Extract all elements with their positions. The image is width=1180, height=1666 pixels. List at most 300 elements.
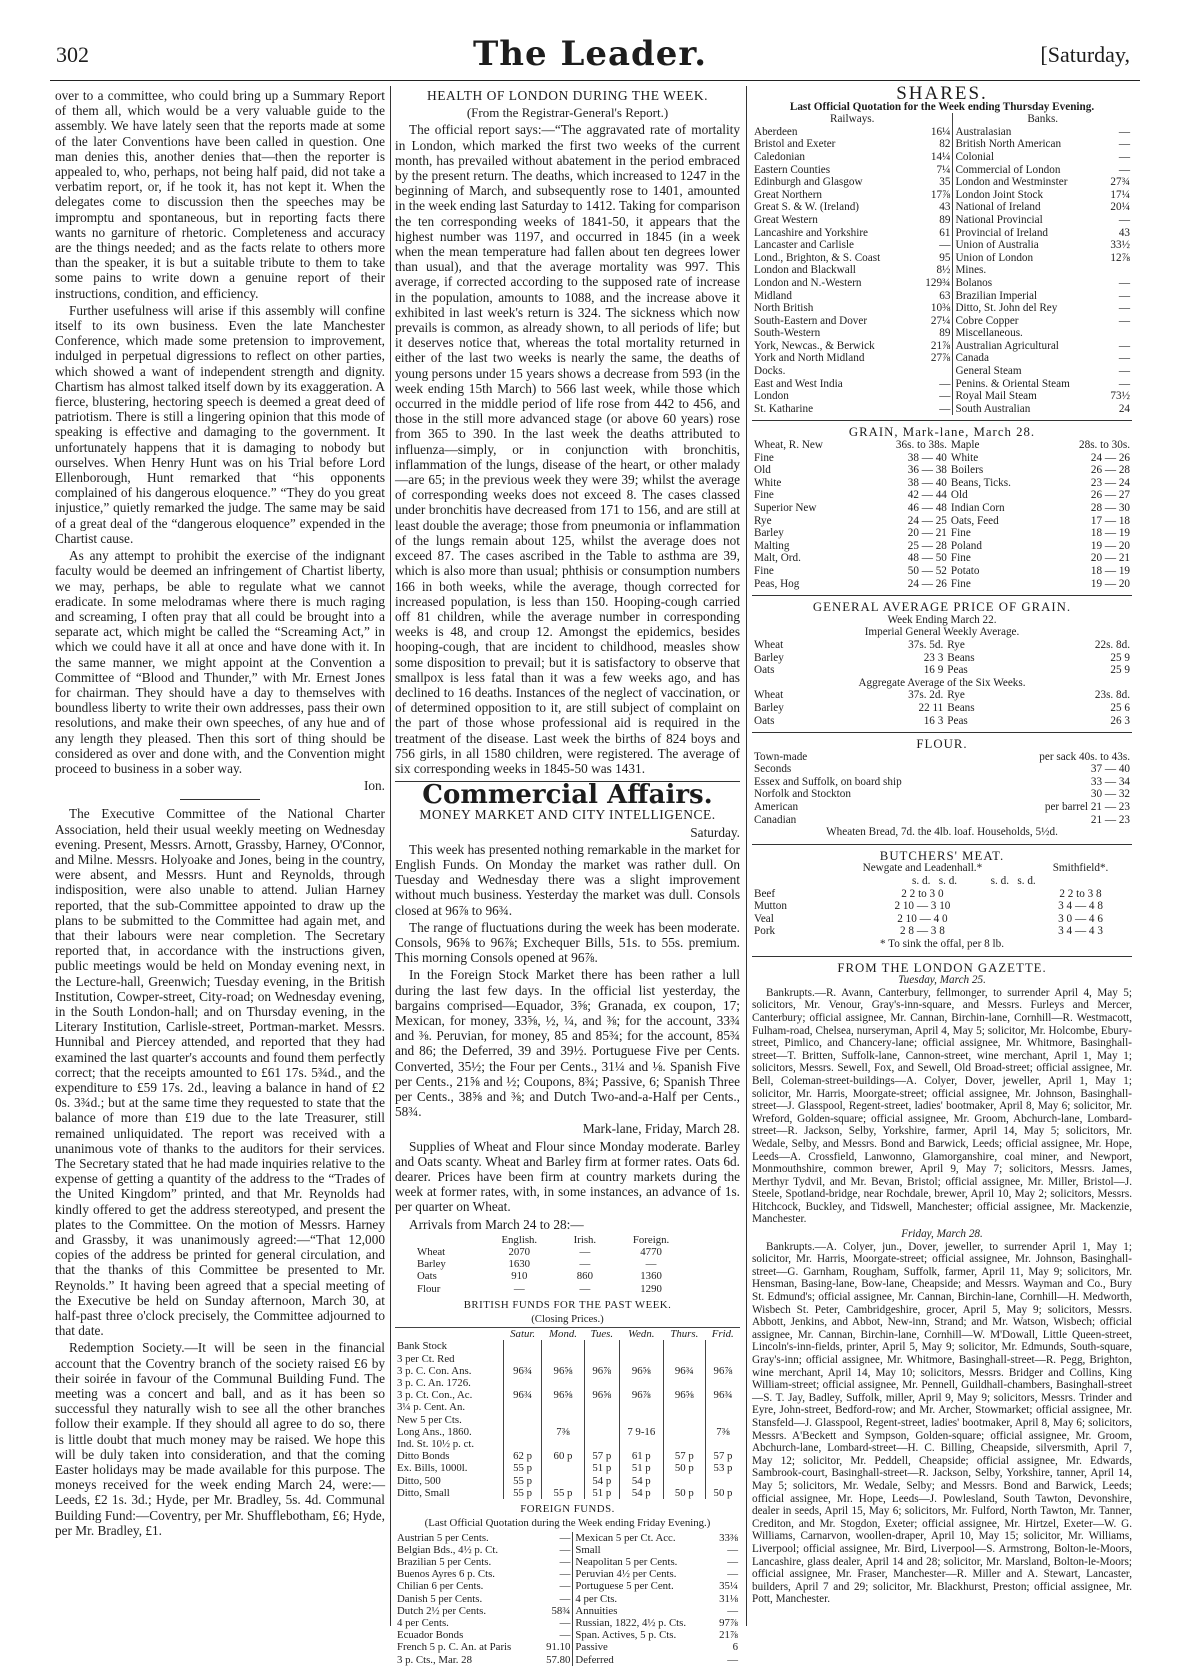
table-cell: [584, 1401, 619, 1413]
table-cell: York, Newcas., & Berwick: [754, 339, 875, 352]
table-row: [752, 315, 1132, 328]
table-cell: Rye: [947, 689, 965, 702]
table-cell: Fine: [950, 527, 971, 540]
money-title: MONEY MARKET AND CITY INTELLIGENCE.: [419, 807, 716, 823]
table-cell: 61: [939, 226, 951, 239]
table-cell: 96⅝: [663, 1389, 705, 1401]
table-cell: —: [939, 402, 951, 415]
table-cell: —: [1118, 276, 1130, 289]
table-row: [752, 227, 1132, 240]
table-cell: National of Ireland: [953, 201, 1102, 214]
paragraph: Supplies of Wheat and Flour since Monday moderate. Barley and Oats scanty. Wheat and Barley firm at former rates. Oats 6d. dearer. Prices have been firm at country markets during the week at former rates, with, in some instances, an advance of 1s. per quarter on Wheat.: [395, 1138, 740, 1215]
table-cell: 54 p: [619, 1487, 663, 1499]
table-cell: Great S. & W. (Ireland): [754, 201, 860, 214]
table-cell: 129¾: [925, 276, 951, 289]
table-cell: —: [513, 1282, 525, 1295]
table-cell: 96¾: [503, 1365, 541, 1377]
table-cell: [542, 1438, 584, 1450]
table-cell: 860: [576, 1270, 593, 1283]
table-cell: London and N.-Western: [754, 276, 862, 289]
flour-title: FLOUR.: [916, 737, 968, 752]
table-cell: Norfolk and Stockton: [754, 788, 851, 801]
table-cell: 91.10: [546, 1641, 571, 1654]
meat-head-smithfield: Smithfield*.: [1052, 862, 1109, 875]
table-row: [752, 252, 1132, 265]
table-cell: Superior New: [754, 502, 817, 514]
table-cell: 50 p: [663, 1487, 705, 1499]
table-cell: 24 — 26: [907, 577, 947, 590]
table-cell: [1102, 264, 1132, 277]
table-cell: York and North Midland: [754, 352, 865, 365]
gazette-tuesday-text: Bankrupts.—R. Avann, Canterbury, fellmonger, to surrender April 4, May 5; solicitors, Mr. Venour, Gray's-inn-square, and Messrs. Furleys and Mercer, Canterbury; official assignee, Mr. Cannan, Birchin-lane, Cornhill—R. Westmacott, Fulham-road, Chelsea, nurseryman, April 4, May 5; solicitor, Mr. Holcombe, Ebury-street, Pimlico, and Chancery-lane; official assignee, Mr. Whitmore, Basinghall-street—T. Britten, Suffolk-lane, Cannon-street, wine merchant, April 1, May 1; solicitors, Messrs. Sewell, Fox, and Sewell, Old Broad-street; official assignee, Mr. Bell, Coleman-street-buildings—A. Colyer, Dover, jeweller, April 1, May 1; solicitor, Mr. Harris, Moorgate-street; official assignee, Mr. Johnson, Basinghall-street—J. Glasspool, Regent-street, ladies' bootmaker, April 8, May 6; solicitor, Mr. Wreford, Golden-square; official assignee, Mr. Groom, Abchurch-lane, Lombard-street—R. Jackson, Selby, Yorkshire, farmer, April 14, May 5; solicitors, Mr. Wedale, Selby, and Messrs. Bond and Barwick, Leeds; official assignee, Mr. Hope, Leeds—A. Crossfield, Lanwonno, Glamorganshire, coal miner, and Newport, Monmouthshire, common brewer, April 9, May 7; solicitors, Messrs. James, Merthyr Tydvil, and Mr. Bevan, Bristol; official assignee, Mr. Miller, Bristol—J. Steele, Spotland-bridge, near Rochdale, brewer, April 10, May 2; solicitors, Messrs. Hitchcock, Buckley, and Tidswell, Manchester; official assignee, Mr. Mackenzie, Manchester.: [752, 986, 1132, 1226]
table-cell: [503, 1353, 541, 1365]
table-cell: Malt, Ord.: [754, 552, 801, 565]
table-cell: [619, 1353, 663, 1365]
divider: [752, 732, 1132, 733]
table-row: [752, 403, 1132, 416]
table-cell: 19 — 20: [1090, 539, 1130, 552]
table-cell: [584, 1438, 619, 1450]
meat-head-newgate: Newgate and Leadenhall.*: [862, 862, 983, 875]
gazette-friday-text: Bankrupts.—A. Colyer, jun., Dover, jeweller, to surrender April 1, May 1; solicitor, Mr. Harris, Moorgate-street; official assignee, Mr. Johnson, Basinghall-street—G. Garnham, Rougham, Suffolk, farmer, April 11, May 9; solicitors, Mr. Hensman, Basing-lane, Bow-lane, Cheapside; and Messrs. Wayman and Co., Bury St. Edmund's; official assignee, Mr. Cannan, Birchin-lane, Cornhill—H. Medworth, Wisbech St. Peter, Cambridgeshire, grocer, April 5, May 9; solicitors, Messrs. Abbott, Jenkins, and Abbot, New-inn, Strand; and Mr. Watson, Wisbech; official assignee, Mr. Cannan, Birchin-lane, Cornhill—W. M'Dowall, Little Queen-street, Lincoln's-inn-fields, printer, April 5, May 9; solicitor, Mr. Edmunds, South-square, Gray's-inn; official assignee, Mr. Whitmore, Basinghall-street—R. Pegg, Brighton, wine merchant, April 14, May 10; solicitors, Messrs. Bridger and Collins, King William-street; official assignee, Mr. Pennell, Guildhall-chambers, Basinghall-street—S. T. Jay, Badley, Suffolk, miller, April 9, May 9; solicitors, Messrs. Trinder and Eyre, John-street, Bedford-row; and Mr. Archer, Stowmarket; official assignee, Mr. Stansfeld—J. Glasspool, Regent-street, ladies' bootmaker, April 8, May 6; solicitors, Messrs. A'Beckett and Sympson, Golden-square; official assignee, Mr. Groom, Abchurch-lane, Lombard-street—H. C. Billing, Cheapside, silversmith, April 7, May 12; solicitor, Mr. Peddell, Cheapside; official assignee, Mr. Edwards, Sambrook-court, Basinghall-street—R. Jackson, Selby, Yorkshire, tanner, April 14, May 5; solicitors, Mr. Wedale, Selby; and Messrs. Bond and Barwick, Leeds; official assignee, Mr. Hope, Leeds—J. Powlesland, South Tawton, Devonshire, dealer in seeds, April 15, May 6; solicitors, Mr. Fulford, North Tawton, Mr. Tanner, Crediton, and Mr. Stogdon, Exeter; official assignee, Mr. Hirtzel, Exeter—W. G. Williams, Carnarvon, woollen-draper, April 10, May 15; solicitor, Mr. Williams, Liverpool; official assignee, Mr. Bird, Liverpool—S. Armstrong, Bolton-le-Moors, Lancashire, glass dealer, April 14 and 28; solicitor, Mr. Marsland, Bolton-le-Moors; official assignee, Mr. Fraser, Manchester—R. Miller and A. Stewart, Lancaster, builders, April 7 and 29; solicitor, Mr. Blackhurst, Preston; official assignee, Mr. Pott, Manchester.: [752, 1240, 1132, 1606]
table-cell: [706, 1401, 740, 1413]
table-cell: [584, 1353, 619, 1365]
table-cell: Ecuador Bonds: [397, 1629, 464, 1642]
table-cell: 17 — 18: [1090, 514, 1130, 527]
table-cell: Commercial of London: [953, 164, 1102, 177]
table-cell: Oats: [417, 1270, 437, 1283]
table-cell: [542, 1401, 584, 1413]
table-cell: [706, 1475, 740, 1487]
table-cell: Flour: [417, 1282, 441, 1295]
table-cell: Oats: [754, 714, 775, 727]
foreign-funds-sub: (Last Official Quotation during the Week ending Friday Evening.): [424, 1517, 711, 1530]
table-cell: Miscellaneous.: [953, 327, 1102, 340]
table-cell: Caledonian: [754, 150, 805, 163]
column-1: [55, 88, 385, 1623]
table-cell: 3 p. Cts., Mar. 28: [397, 1653, 472, 1666]
table-cell: [542, 1462, 584, 1474]
table-cell: Colonial: [953, 151, 1102, 164]
table-row: [395, 1556, 740, 1568]
health-subtitle: (From the Registrar-General's Report.): [466, 105, 669, 121]
table-cell: 51 p: [619, 1462, 663, 1474]
table-cell: 57 p: [706, 1450, 740, 1462]
table-cell: 17⅞: [930, 188, 951, 201]
flour-table: [752, 751, 1132, 827]
table-cell: [663, 1340, 705, 1352]
table-row: [752, 565, 1132, 578]
table-cell: 12⅞: [1110, 251, 1130, 264]
table-cell: 31⅛: [719, 1592, 738, 1605]
table-row: [395, 1593, 740, 1605]
table-cell: 27¾: [1110, 176, 1130, 189]
table-row: [752, 138, 1132, 151]
table-cell: 57.80: [546, 1653, 571, 1666]
table-cell: Malting: [754, 539, 790, 552]
column-header: English.: [501, 1233, 538, 1246]
table-cell: [619, 1438, 663, 1450]
commercial-heading: Commercial Affairs.: [422, 780, 713, 811]
table-cell: Royal Mail Steam: [953, 390, 1102, 403]
table-cell: 38 — 40: [907, 476, 947, 489]
flour-note: Wheaten Bread, 7d. the 4lb. loaf. Households, 5½d.: [826, 826, 1058, 839]
table-row: [752, 352, 1132, 365]
table-cell: Penins. & Oriental Steam: [953, 378, 1102, 391]
signature: Ion.: [363, 778, 385, 794]
table-cell: 46 — 48: [907, 502, 947, 514]
table-cell: South-Eastern and Dover: [754, 314, 868, 327]
table-row: [395, 1617, 740, 1629]
table-cell: —: [1118, 314, 1130, 327]
table-cell: [663, 1377, 705, 1389]
column-header: Wedn.: [619, 1328, 663, 1341]
table-cell: 1290: [640, 1282, 662, 1295]
table-cell: 14¼: [930, 150, 951, 163]
table-row: [752, 776, 1132, 789]
table-row: [752, 126, 1132, 139]
table-cell: Seconds: [754, 763, 792, 776]
table-cell: 58¾: [551, 1604, 571, 1617]
table-cell: [503, 1426, 541, 1438]
table-cell: 26 — 27: [1090, 489, 1130, 502]
table-cell: Provincial of Ireland: [953, 227, 1102, 240]
table-cell: —: [1118, 289, 1130, 302]
table-cell: 43: [939, 201, 951, 214]
table-cell: 42 — 44: [907, 489, 947, 502]
table-cell: 61 p: [619, 1450, 663, 1462]
table-cell: Annuities: [573, 1605, 712, 1617]
table-cell: New 5 per Cts.: [397, 1413, 462, 1426]
table-cell: 28s. to 30s.: [1079, 439, 1130, 452]
table-row: [752, 302, 1132, 315]
table-cell: Oats: [754, 664, 775, 677]
table-cell: Canadian: [754, 813, 797, 826]
table-cell: Fine: [754, 451, 774, 464]
table-cell: Lancashire and Yorkshire: [754, 226, 869, 239]
table-row: [752, 290, 1132, 303]
table-cell: [584, 1377, 619, 1389]
table-cell: 96⅝: [619, 1365, 663, 1377]
table-cell: 2070: [508, 1246, 531, 1259]
table-cell: —: [645, 1258, 657, 1271]
table-cell: 33½: [1110, 239, 1130, 252]
table-cell: Lancaster and Carlisle: [754, 239, 855, 252]
table-cell: —: [559, 1543, 571, 1556]
table-cell: 96⅝: [542, 1389, 584, 1401]
table-cell: [542, 1340, 584, 1352]
table-cell: 23 3: [923, 651, 944, 664]
table-cell: 4 per Cents.: [397, 1616, 449, 1629]
table-cell: 27⅞: [930, 352, 951, 365]
table-cell: 16 3: [923, 714, 944, 727]
table-cell: Pork: [754, 925, 776, 938]
table-cell: 2 8 — 3 8: [900, 925, 945, 938]
table-row: [752, 702, 1132, 715]
table-cell: White: [754, 476, 782, 489]
meat-table: [752, 862, 1132, 938]
column-rule-1: [390, 86, 391, 1626]
table-cell: 25 — 28: [907, 539, 947, 552]
page-number: 302: [56, 42, 89, 67]
table-cell: Town-made: [754, 750, 808, 763]
table-cell: 24 — 26: [1090, 451, 1130, 464]
table-row: [395, 1365, 740, 1377]
table-cell: Rye: [754, 514, 772, 527]
table-row: [752, 164, 1132, 177]
table-cell: 25 6: [1110, 701, 1130, 714]
table-cell: 62 p: [503, 1450, 541, 1462]
table-cell: Midland: [754, 289, 792, 302]
column-header: Irish.: [573, 1233, 597, 1246]
table-cell: 3 4 — 4 3: [1058, 925, 1103, 938]
table-cell: 37 — 40: [1090, 763, 1130, 776]
grain-table: [752, 439, 1132, 590]
table-cell: South Australian: [953, 403, 1102, 416]
table-cell: Fine: [950, 552, 971, 565]
table-cell: London and Blackwall: [754, 264, 856, 277]
table-cell: [663, 1401, 705, 1413]
table-cell: 96⅝: [584, 1389, 619, 1401]
table-row: [395, 1487, 740, 1499]
table-cell: 50 p: [663, 1462, 705, 1474]
table-cell: 57 p: [584, 1450, 619, 1462]
table-cell: 6: [732, 1641, 738, 1654]
divider: [752, 844, 1132, 845]
table-cell: 35¼: [719, 1580, 738, 1593]
table-row: [752, 264, 1132, 277]
table-cell: per sack 40s. to 43s.: [1039, 750, 1130, 763]
table-header-row: [395, 1328, 740, 1341]
table-row: [752, 788, 1132, 801]
table-cell: Mines.: [953, 264, 1102, 277]
table-cell: 7⅜: [542, 1426, 584, 1438]
table-cell: Chilian 6 per Cents.: [397, 1580, 484, 1593]
table-cell: 37s. 5d.: [908, 638, 944, 651]
table-cell: 73½: [1110, 390, 1130, 403]
table-cell: 63: [939, 289, 951, 302]
table-cell: 910: [511, 1270, 528, 1283]
table-cell: 48 — 50: [907, 552, 947, 565]
table-cell: 96¾: [706, 1389, 740, 1401]
paragraph: In the Foreign Stock Market there has been rather a lull during the last few days. In the official list yesterday, the bargains comprised—Equador, 3⅝; Granada, ex coupon, 17; Mexican, for money, 33⅝, ½, ¼, and ⅜; for the account, 33¾ and ⅜. Peruvian, for money, 85 and 85¾; for the account, 85¾ and 86; the Deferred, 39 and 39½. Portuguese Five per Cents. Converted, 35½; the Four per Cents., 31¼ and ⅛. Spanish Five per Cents., 21⅝ and ½; Coupons, 8¾; Passive, 6; Spanish Three per Cents., 38⅝ and ⅜; and Dutch Two-and-a-Half per Cents., 58¾.: [395, 967, 740, 1120]
shares-subtitle: Last Official Quotation for the Week ending Thursday Evening.: [789, 100, 1095, 113]
table-row: [752, 900, 1132, 913]
table-cell: 21 — 23: [1090, 813, 1130, 826]
table-cell: —: [727, 1653, 738, 1666]
table-cell: —: [1118, 352, 1130, 365]
column-3: [752, 83, 1132, 1623]
table-cell: 89: [939, 213, 951, 226]
table-cell: [663, 1438, 705, 1450]
table-cell: Beans: [947, 701, 975, 714]
table-row: [752, 664, 1132, 677]
table-cell: 24: [1118, 402, 1130, 415]
shares-title: SHARES.: [896, 83, 988, 104]
table-cell: 3 4 — 4 8: [1058, 900, 1103, 913]
table-row: [395, 1605, 740, 1617]
table-cell: Wheat: [754, 689, 784, 702]
table-cell: 95: [939, 251, 951, 264]
column-header: Tues.: [584, 1328, 619, 1341]
table-cell: —: [1118, 302, 1130, 315]
table-cell: Long Ans., 1860.: [397, 1425, 472, 1438]
table-cell: [706, 1438, 740, 1450]
foreign-funds-table: [395, 1532, 740, 1666]
column-header: Satur.: [503, 1328, 541, 1341]
table-cell: 26 3: [1110, 714, 1130, 727]
table-cell: —: [939, 239, 951, 252]
table-cell: [542, 1414, 584, 1426]
table-cell: 17¼: [1110, 188, 1130, 201]
table-row: [752, 639, 1132, 652]
british-funds-title: BRITISH FUNDS FOR THE PAST WEEK.: [463, 1298, 672, 1311]
table-cell: 26 — 28: [1090, 464, 1130, 477]
table-cell: Beef: [754, 887, 776, 900]
railways-heading: Railways.: [830, 113, 875, 126]
table-cell: Boilers: [950, 464, 984, 477]
table-cell: 60 p: [542, 1450, 584, 1462]
table-cell: Union of London: [953, 252, 1102, 265]
table-cell: Essex and Suffolk, on board ship: [754, 775, 902, 788]
table-cell: [503, 1401, 541, 1413]
table-cell: —: [559, 1531, 571, 1544]
table-cell: [542, 1377, 584, 1389]
table-row: [752, 340, 1132, 353]
table-cell: 2 10 — 4 0: [897, 912, 948, 925]
table-cell: 43: [1118, 226, 1130, 239]
table-row: [395, 1414, 740, 1426]
table-cell: Australian Agricultural: [953, 340, 1102, 353]
table-cell: 3 p. C. An. 1726.: [397, 1377, 471, 1390]
table-cell: 33 — 34: [1090, 775, 1130, 788]
table-cell: 54 p: [584, 1475, 619, 1487]
table-cell: 16 9: [923, 664, 944, 677]
table-cell: —: [1118, 377, 1130, 390]
table-cell: Bolanos: [953, 277, 1102, 290]
table-cell: [584, 1426, 619, 1438]
table-cell: [706, 1353, 740, 1365]
table-cell: Great Western: [754, 213, 818, 226]
page-header: [40, 30, 1140, 80]
paragraph: The Executive Committee of the National Charter Association, held their usual weekly meeting on Wednesday evening. Present, Messrs. Arnott, Grassby, Harney, O'Connor, and Milne. Messrs. Holyoake and Jones, being in the country, were absent, and Messrs. Hunt and Reynolds, through indisposition, were also unable to attend. Julian Harney reported, that the sub-Committee appointed to draw up the plans to be submitted to the Committee had again met, and that their labours were near completion. The Secretary reported that, in accordance with the instructions given, public meetings would be held on Monday evening next, in the Lecture-hall, Greenwich; Tuesday evening, in the British Institution, Cowper-street, City-road; on Wednesday evening, in the South London-hall; and on Thursday evening, in the Literary Institution, Carlisle-street, Portman-market. Messrs. Hunnibal and Piercey attended, and reported that they had examined the last quarter's accounts and found them perfectly correct; that the receipts amounted to £61 17s. 5¾d., and the expenditure to £59 17s. 2d., leaving a balance in hand of £2 0s. 3¾d.; but at the same time they requested to state that the balance of more than £19 due to the late Treasurer, still remained unliquidated. The report was received with a unanimous vote of thanks to the auditors for their services. The Secretary stated that he had made inquiries relative to the expense of getting a quantity of the address to the “Trades of the United Kingdom” printed, and that Mr. Reynolds had kindly offered to get the address stereotyped, and present the plates to the Committee. On the motion of Messrs. Harney and Grassby, it was unanimously agreed:—“That 12,000 copies of the address be printed for general circulation, and that the thanks of this Committee be presented to Mr. Reynolds.” It having been agreed that a special meeting of the Executive be held on Sunday afternoon, March 30, at half-past three o'clock precisely, the Committee adjourned to that date.: [55, 806, 385, 1339]
table-cell: Lond., Brighton, & S. Coast: [754, 251, 881, 264]
table-cell: —: [727, 1555, 738, 1568]
table-cell: Edinburgh and Glasgow: [754, 176, 863, 189]
table-cell: Beans: [947, 651, 975, 664]
table-row: [395, 1629, 740, 1641]
table-cell: —: [559, 1629, 571, 1642]
table-row: [752, 327, 1132, 340]
table-cell: Mexican 5 per Ct. Acc.: [573, 1532, 712, 1544]
table-cell: 37s. 2d.: [908, 689, 944, 702]
table-cell: per barrel 21 — 23: [1044, 801, 1130, 814]
table-cell: Old: [950, 489, 968, 502]
table-cell: Russian, 1822, 4½ p. Cts.: [573, 1617, 712, 1629]
table-row: [752, 189, 1132, 202]
table-cell: [706, 1414, 740, 1426]
shares-table: [752, 113, 1132, 415]
money-day: Saturday.: [690, 824, 740, 840]
column-header: Thurs.: [663, 1328, 705, 1341]
table-cell: 27¼: [930, 314, 951, 327]
table-row: [752, 390, 1132, 403]
table-cell: 20 — 21: [1090, 552, 1130, 565]
table-cell: Barley: [754, 651, 784, 664]
table-cell: White: [950, 451, 979, 464]
divider: [180, 799, 260, 800]
table-row: [395, 1401, 740, 1413]
table-cell: Fine: [754, 564, 774, 577]
table-row: [395, 1475, 740, 1487]
table-row: [415, 1283, 691, 1295]
table-cell: Old: [754, 464, 771, 477]
table-row: [752, 652, 1132, 665]
table-cell: Danish 5 per Cents.: [397, 1592, 483, 1605]
table-cell: East and West India: [754, 377, 843, 390]
column-2: [395, 88, 740, 1666]
table-cell: 51 p: [584, 1462, 619, 1474]
table-cell: 55 p: [503, 1462, 541, 1474]
table-cell: 33⅜: [719, 1531, 738, 1544]
table-cell: 3 per Ct. Red: [397, 1352, 455, 1365]
table-cell: 25 9: [1110, 664, 1130, 677]
table-cell: 18 — 19: [1090, 527, 1130, 540]
table-cell: Peruvian 4½ per Cents.: [573, 1568, 712, 1580]
table-cell: 96⅝: [542, 1365, 584, 1377]
table-cell: —: [1118, 365, 1130, 378]
table-cell: Ditto, Small: [397, 1486, 450, 1499]
table-cell: —: [1118, 339, 1130, 352]
table-cell: 7¼: [936, 163, 951, 176]
table-cell: 36s. to 38s.: [895, 439, 947, 452]
table-cell: Small: [573, 1544, 712, 1556]
table-row: [752, 552, 1132, 565]
header-day: [Saturday,: [1040, 42, 1130, 67]
table-cell: —: [559, 1616, 571, 1629]
table-cell: Great Northern: [754, 188, 823, 201]
table-cell: Barley: [754, 701, 784, 714]
table-row: [752, 814, 1132, 827]
table-cell: Aberdeen: [754, 125, 798, 138]
table-cell: —: [939, 377, 951, 390]
table-row: [415, 1270, 691, 1282]
table-cell: 96⅞: [619, 1389, 663, 1401]
table-cell: [663, 1426, 705, 1438]
table-row: [752, 277, 1132, 290]
table-cell: —: [579, 1258, 591, 1271]
table-row: [395, 1438, 740, 1450]
table-cell: [542, 1475, 584, 1487]
table-cell: Peas, Hog: [754, 577, 800, 590]
table-cell: —: [939, 390, 951, 403]
column-header: [415, 1234, 480, 1246]
divider: [752, 420, 1132, 421]
table-cell: 57 p: [663, 1450, 705, 1462]
table-cell: 82: [939, 138, 951, 151]
table-cell: 51 p: [584, 1487, 619, 1499]
table-row: [395, 1426, 740, 1438]
table-cell: French 5 p. C. An. at Paris: [397, 1641, 512, 1654]
table-cell: —: [1118, 163, 1130, 176]
meat-note: * To sink the offal, per 8 lb.: [879, 938, 1005, 950]
table-cell: 96⅞: [584, 1365, 619, 1377]
gazette-friday: Friday, March 28.: [901, 1228, 983, 1241]
table-cell: [663, 1353, 705, 1365]
table-cell: 20 — 21: [907, 527, 947, 540]
table-row: [415, 1246, 691, 1258]
table-cell: 54 p: [619, 1475, 663, 1487]
